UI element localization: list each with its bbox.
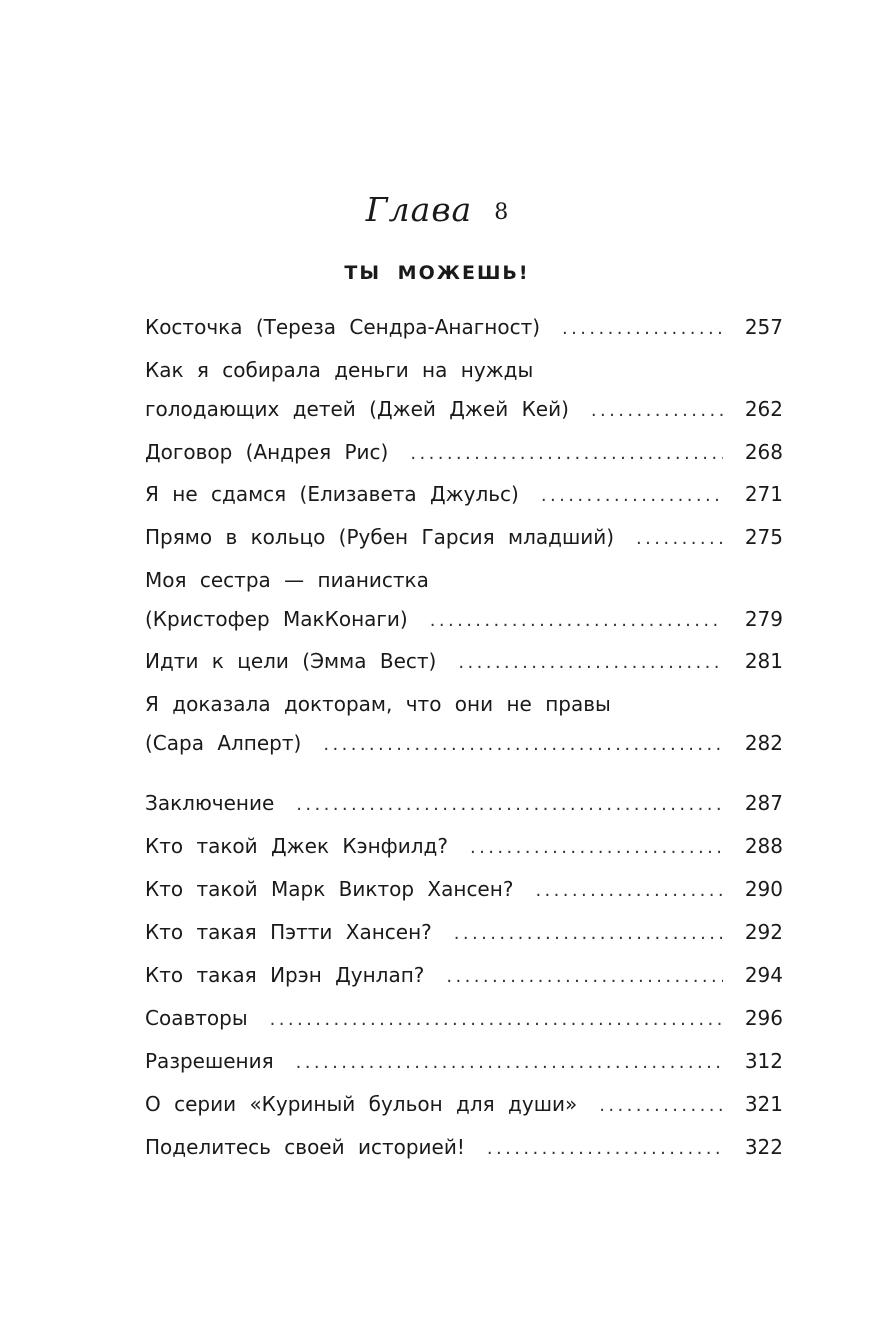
toc-entry-title: Заключение [145,791,275,815]
toc-leader-dots [430,606,723,636]
toc-entry-title: О серии «Куриный бульон для души» [145,1092,578,1116]
toc-page-number: 282 [744,731,783,755]
toc-entry-kenfild [145,831,783,861]
toc-entry-title: (Кристофер МакКонаги) [145,607,408,631]
chapter-heading [0,190,874,229]
toc-entry-title: Кто такая Ирэн Дунлап? [145,963,425,987]
toc-entry-podelites [145,1132,783,1162]
toc-page-number: 257 [744,315,783,339]
toc-leader-dots [535,876,723,906]
toc-page-number: 321 [744,1092,783,1116]
toc-entry-title: Кто такая Пэтти Хансен? [145,920,432,944]
toc-entry-title: Идти к цели (Эмма Вест) [145,649,437,673]
toc-entry-title: голодающих детей (Джей Джей Кей) [145,397,569,421]
toc-entry-title: Кто такой Марк Виктор Хансен? [145,877,514,901]
toc-entry-title: Поделитесь своей историей! [145,1135,465,1159]
toc-entry-kostochka [145,312,783,342]
toc-page-number: 322 [744,1135,783,1159]
toc-leader-dots [323,730,723,760]
toc-entry-ne-sdamsya [145,479,783,509]
toc-entry-title: Как я собирала деньги на нужды [145,358,534,382]
toc-entry-money-line1 [145,355,783,385]
toc-leader-dots [541,481,723,511]
chapter-word: Глава [365,190,473,229]
toc-entry-koltso [145,522,783,552]
toc-leader-dots [599,1091,723,1121]
toc-page-number: 292 [744,920,783,944]
toc-page-number: 288 [744,834,783,858]
toc-entry-title: Прямо в кольцо (Рубен Гарсия младший) [145,525,615,549]
toc-leader-dots [458,648,723,678]
toc-leader-dots [591,396,723,426]
toc-entry-dogovor [145,437,783,467]
toc-page-number: 279 [744,607,783,631]
toc-entry-patti [145,917,783,947]
toc-leader-dots [470,833,723,863]
toc-page-number: 268 [744,440,783,464]
toc-page-number: 312 [744,1049,783,1073]
toc-entry-doktora [145,728,783,758]
chapter-number: 8 [494,200,509,225]
toc-leader-dots [636,524,723,554]
toc-entry-title: Разрешения [145,1049,274,1073]
toc-page-number: 281 [744,649,783,673]
toc-entry-title: Косточка (Тереза Сендра-Анагност) [145,315,541,339]
toc-entry-zaklyuchenie [145,788,783,818]
toc-entry-title: (Сара Алперт) [145,731,302,755]
toc-entry-soavtory [145,1003,783,1033]
toc-leader-dots [446,962,723,992]
toc-entry-title: Моя сестра — пианистка [145,568,429,592]
toc-page-number: 294 [744,963,783,987]
toc-entry-title: Договор (Андрея Рис) [145,440,389,464]
toc-leader-dots [410,439,723,469]
toc-entry-sestra-line1 [145,565,783,595]
toc-entry-razresheniya [145,1046,783,1076]
toc-entry-title: Соавторы [145,1006,248,1030]
toc-leader-dots [270,1005,723,1035]
toc-leader-dots [296,790,723,820]
toc-page-number: 287 [744,791,783,815]
toc-entry-money [145,394,783,424]
toc-entry-doktora-line1 [145,689,783,719]
toc-page-number: 290 [744,877,783,901]
toc-page-number: 275 [744,525,783,549]
toc-page-number: 262 [744,397,783,421]
toc-leader-dots [296,1048,723,1078]
toc-entry-sestra [145,604,783,634]
toc-page-number: 296 [744,1006,783,1030]
toc-entry-irene [145,960,783,990]
toc-entry-seriya [145,1089,783,1119]
section-title: ТЫ МОЖЕШЬ! [344,262,530,284]
toc-entry-hansen [145,874,783,904]
toc-page-number: 271 [744,482,783,506]
toc-leader-dots [454,919,723,949]
toc-entry-title: Я доказала докторам, что они не правы [145,692,611,716]
toc-entry-title: Кто такой Джек Кэнфилд? [145,834,448,858]
toc-entry-title: Я не сдамся (Елизавета Джульс) [145,482,519,506]
toc-leader-dots [487,1134,723,1164]
toc-leader-dots [562,314,723,344]
toc-entry-k-tseli [145,646,783,676]
